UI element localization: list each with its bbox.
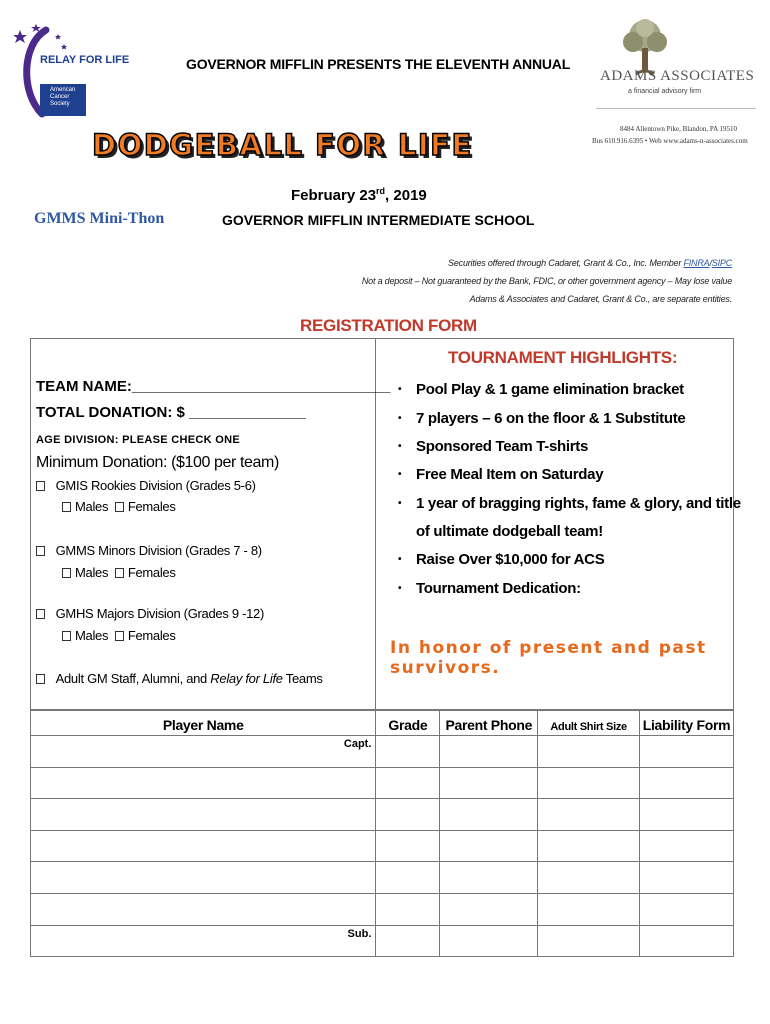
highlight-text: Pool Play & 1 game elimination bracket — [416, 381, 684, 398]
relay-logo-text: RELAY FOR LIFE — [40, 54, 130, 66]
adams-address: 8484 Allentown Pike, Blandon, PA 19510 — [620, 125, 738, 133]
grade-cell[interactable] — [376, 862, 440, 894]
highlight-item — [398, 495, 741, 512]
bullet-icon: • — [398, 469, 402, 480]
division-minors-checkbox[interactable] — [36, 546, 45, 556]
player-name-cell[interactable] — [31, 830, 376, 862]
minors-females-checkbox[interactable] — [115, 568, 124, 578]
player-name-cell[interactable] — [31, 767, 376, 799]
highlight-item — [398, 551, 604, 568]
player-name-cell[interactable] — [31, 799, 376, 831]
majors-males-checkbox[interactable] — [62, 631, 71, 641]
school-name: GOVERNOR MIFFLIN INTERMEDIATE SCHOOL — [222, 212, 535, 228]
liability-cell[interactable] — [640, 830, 734, 862]
rookies-gender-row — [62, 499, 176, 514]
shirt-cell[interactable] — [538, 862, 640, 894]
highlight-text: Raise Over $10,000 for ACS — [416, 551, 605, 568]
table-row — [31, 830, 734, 862]
division-rookies-checkbox[interactable] — [36, 481, 45, 491]
shirt-cell[interactable] — [538, 830, 640, 862]
females-label: Females — [127, 565, 176, 580]
col-player-name: Player Name — [31, 711, 376, 736]
highlight-text: Free Meal Item on Saturday — [416, 466, 604, 483]
adams-logo-name: ADAMS ASSOCIATES — [600, 68, 755, 84]
adult-label-suffix: Teams — [282, 671, 323, 686]
adams-logo-tagline: a financial advisory firm — [628, 88, 702, 95]
phone-cell[interactable] — [440, 862, 538, 894]
table-row — [31, 862, 734, 894]
highlight-item — [398, 381, 684, 398]
bullet-icon: • — [398, 583, 402, 594]
adams-divider — [596, 108, 756, 109]
grade-cell[interactable] — [376, 830, 440, 862]
division-rookies-label: GMIS Rookies Division (Grades 5-6) — [55, 478, 256, 493]
minimum-donation-label: Minimum Donation: ($100 per team) — [36, 454, 279, 471]
adult-label-relay: Relay for Life — [210, 671, 283, 686]
males-label: Males — [75, 565, 109, 580]
acs-logo-text: American Cancer Society — [40, 84, 86, 116]
division-majors-checkbox[interactable] — [36, 609, 45, 619]
males-label: Males — [75, 499, 109, 514]
phone-cell[interactable] — [440, 893, 538, 925]
bullet-icon: • — [398, 413, 402, 424]
division-minors-label: GMMS Minors Division (Grades 7 - 8) — [55, 543, 262, 558]
disclaimer-line-2: Not a deposit – Not guaranteed by the Bank, FDIC, or other government agency – May lose value — [361, 276, 732, 286]
phone-cell[interactable] — [440, 767, 538, 799]
date-year: , 2019 — [385, 187, 427, 204]
liability-cell[interactable] — [640, 736, 734, 768]
division-majors-label: GMHS Majors Division (Grades 9 -12) — [55, 606, 265, 621]
bullet-icon: • — [398, 554, 402, 565]
col-grade: Grade — [376, 711, 440, 736]
highlights-title: TOURNAMENT HIGHLIGHTS: — [448, 348, 678, 367]
table-row — [31, 736, 734, 768]
table-row — [31, 925, 734, 957]
player-name-cell[interactable] — [31, 862, 376, 894]
disclaimer-prefix: Securities offered through Cadaret, Grant & Co., Inc. Member — [448, 258, 684, 268]
minors-males-checkbox[interactable] — [62, 568, 71, 578]
majors-gender-row — [62, 628, 176, 643]
sipc-link[interactable]: SIPC — [711, 258, 732, 268]
shirt-cell[interactable] — [538, 736, 640, 768]
division-majors — [36, 606, 264, 621]
bullet-icon: • — [398, 384, 402, 395]
liability-cell[interactable] — [640, 799, 734, 831]
highlight-item — [398, 466, 603, 483]
division-rookies — [36, 478, 256, 493]
event-date — [291, 186, 427, 204]
finra-link[interactable]: FINRA — [683, 258, 710, 268]
grade-cell[interactable] — [376, 736, 440, 768]
table-row — [31, 767, 734, 799]
grade-cell[interactable] — [376, 767, 440, 799]
presents-heading: GOVERNOR MIFFLIN PRESENTS THE ELEVENTH ANNUAL — [186, 56, 571, 72]
date-suffix-sup: rd — [376, 186, 386, 196]
shirt-cell[interactable] — [538, 767, 640, 799]
highlight-text: Sponsored Team T-shirts — [416, 438, 589, 455]
shirt-cell[interactable] — [538, 893, 640, 925]
division-adult-checkbox[interactable] — [36, 674, 45, 684]
division-minors — [36, 543, 262, 558]
disclaimer-line-1 — [448, 258, 732, 268]
highlight-text: 1 year of bragging rights, fame & glory, and title — [416, 495, 741, 512]
player-name-cell[interactable] — [31, 893, 376, 925]
disclaimer-slash: / — [709, 258, 712, 268]
highlight-item — [398, 438, 588, 455]
rookies-males-checkbox[interactable] — [62, 502, 71, 512]
females-label: Females — [127, 628, 176, 643]
phone-cell[interactable] — [440, 736, 538, 768]
team-name-field[interactable]: TEAM NAME:_______________________________ — [36, 378, 391, 395]
shirt-cell[interactable] — [538, 925, 640, 957]
phone-cell[interactable] — [440, 799, 538, 831]
table-header-row — [31, 711, 734, 736]
grade-cell[interactable] — [376, 893, 440, 925]
disclaimer-line-3: Adams & Associates and Cadaret, Grant & Co., are separate entities. — [469, 294, 732, 304]
event-title: DODGEBALL FOR LIFE — [92, 128, 473, 162]
highlight-text: 7 players – 6 on the floor & 1 Substitute — [416, 410, 686, 427]
date-prefix: February 23 — [291, 187, 377, 204]
table-row — [31, 799, 734, 831]
adams-phone: Bus 610.916.6395 • Web www.adams-n-associates.com — [592, 137, 748, 145]
females-label: Females — [127, 499, 176, 514]
males-label: Males — [75, 628, 109, 643]
minors-gender-row — [62, 565, 176, 580]
honor-dedication: In honor of present and past survivors. — [390, 638, 707, 678]
highlight-item-continued: of ultimate dodgeball team! — [416, 523, 603, 540]
highlight-text: Tournament Dedication: — [416, 580, 581, 597]
age-division-label: AGE DIVISION: PLEASE CHECK ONE — [36, 434, 240, 446]
majors-females-checkbox[interactable] — [115, 631, 124, 641]
rookies-females-checkbox[interactable] — [115, 502, 124, 512]
table-row — [31, 893, 734, 925]
liability-cell[interactable] — [640, 925, 734, 957]
liability-cell[interactable] — [640, 767, 734, 799]
division-adult — [36, 671, 323, 686]
bullet-icon: • — [398, 441, 402, 452]
highlight-item — [398, 580, 581, 597]
total-donation-field[interactable]: TOTAL DONATION: $ ______________ — [36, 404, 306, 421]
col-parent-phone: Parent Phone — [440, 711, 538, 736]
col-shirt-size: Adult Shirt Size — [538, 711, 640, 736]
phone-cell[interactable] — [440, 830, 538, 862]
bullet-icon: • — [398, 498, 402, 509]
liability-cell[interactable] — [640, 862, 734, 894]
liability-cell[interactable] — [640, 893, 734, 925]
grade-cell[interactable] — [376, 799, 440, 831]
adult-label-prefix: Adult GM Staff, Alumni, and — [55, 671, 211, 686]
shirt-cell[interactable] — [538, 799, 640, 831]
grade-cell[interactable] — [376, 925, 440, 957]
player-name-cell[interactable]: Sub. — [31, 925, 376, 957]
player-table — [30, 710, 734, 957]
highlight-item — [398, 410, 685, 427]
registration-form-title: REGISTRATION FORM — [300, 316, 477, 335]
col-liability-form: Liability Form — [640, 711, 734, 736]
phone-cell[interactable] — [440, 925, 538, 957]
mini-thon-label: GMMS Mini-Thon — [34, 210, 165, 227]
player-name-cell[interactable]: Capt. — [31, 736, 376, 768]
